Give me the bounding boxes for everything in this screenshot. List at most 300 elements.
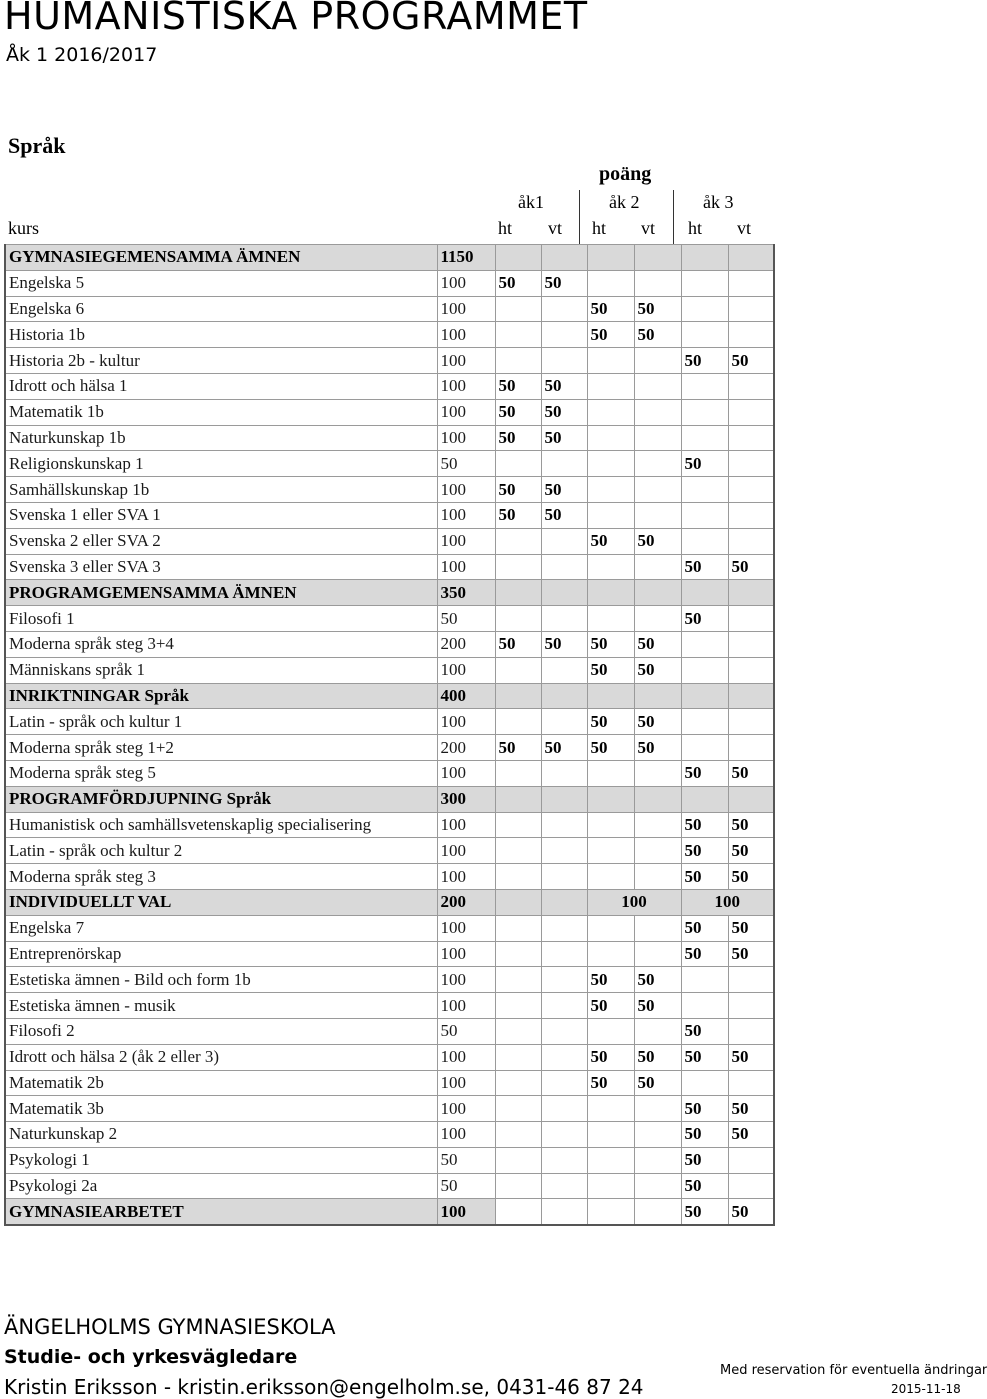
course-points: 100 <box>437 348 495 374</box>
semester-cell <box>541 915 587 941</box>
semester-cell: 50 <box>681 606 728 632</box>
semester-cell <box>587 554 634 580</box>
course-name: Engelska 5 <box>5 270 437 296</box>
course-points: 100 <box>437 967 495 993</box>
course-points: 100 <box>437 760 495 786</box>
semester-cell: 50 <box>681 1199 728 1225</box>
course-row <box>5 1173 774 1199</box>
course-points: 100 <box>437 709 495 735</box>
semester-cell <box>634 864 681 890</box>
course-row <box>5 451 774 477</box>
semester-cell <box>681 657 728 683</box>
course-row <box>5 348 774 374</box>
header-vt-1: vt <box>548 218 563 238</box>
semester-cell <box>541 1122 587 1148</box>
semester-cell <box>634 606 681 632</box>
semester-cell <box>541 1044 587 1070</box>
semester-cell: 50 <box>728 1199 774 1225</box>
course-row <box>5 864 774 890</box>
course-name: Matematik 1b <box>5 399 437 425</box>
course-row <box>5 760 774 786</box>
course-row <box>5 554 774 580</box>
semester-cell <box>634 1122 681 1148</box>
year-points: 100 <box>681 889 774 915</box>
semester-cell: 50 <box>681 1173 728 1199</box>
semester-cell <box>495 322 541 348</box>
course-points: 50 <box>437 1147 495 1173</box>
semester-cell: 50 <box>634 967 681 993</box>
semester-cell: 50 <box>495 270 541 296</box>
section-title: Språk <box>8 133 66 158</box>
semester-cell <box>495 864 541 890</box>
semester-cell <box>541 528 587 554</box>
semester-cell <box>587 760 634 786</box>
semester-cell: 50 <box>681 1122 728 1148</box>
semester-cell: 50 <box>728 838 774 864</box>
course-points: 200 <box>437 735 495 761</box>
semester-cell <box>495 683 541 709</box>
semester-cell <box>495 1122 541 1148</box>
semester-cell: 50 <box>541 425 587 451</box>
semester-cell <box>541 812 587 838</box>
semester-cell <box>728 1018 774 1044</box>
semester-cell <box>728 606 774 632</box>
group-name: GYMNASIEGEMENSAMMA ÄMNEN <box>5 245 437 271</box>
semester-cell <box>541 348 587 374</box>
semester-cell <box>541 967 587 993</box>
course-points: 50 <box>437 1018 495 1044</box>
semester-cell: 50 <box>541 373 587 399</box>
course-row <box>5 812 774 838</box>
semester-cell <box>681 528 728 554</box>
semester-cell: 50 <box>634 1044 681 1070</box>
semester-cell: 50 <box>681 348 728 374</box>
group-name: PROGRAMFÖRDJUPNING Språk <box>5 786 437 812</box>
page-subtitle: Åk 1 2016/2017 <box>6 44 158 66</box>
semester-cell: 50 <box>587 1044 634 1070</box>
semester-cell: 50 <box>541 270 587 296</box>
semester-cell: 50 <box>634 322 681 348</box>
semester-cell <box>587 580 634 606</box>
year-points: 100 <box>587 889 681 915</box>
semester-cell <box>681 477 728 503</box>
semester-cell <box>541 941 587 967</box>
semester-cell <box>681 373 728 399</box>
semester-cell <box>728 683 774 709</box>
semester-cell <box>495 528 541 554</box>
group-points: 400 <box>437 683 495 709</box>
semester-cell: 50 <box>541 477 587 503</box>
semester-cell <box>541 296 587 322</box>
course-points: 100 <box>437 322 495 348</box>
semester-cell <box>728 502 774 528</box>
semester-cell <box>681 631 728 657</box>
header-year-1: åk1 <box>518 192 544 212</box>
semester-cell: 50 <box>728 941 774 967</box>
header-year-3: åk 3 <box>703 192 734 212</box>
semester-cell <box>587 838 634 864</box>
semester-cell <box>587 683 634 709</box>
course-row <box>5 477 774 503</box>
course-points: 100 <box>437 1122 495 1148</box>
semester-cell <box>681 296 728 322</box>
course-points: 100 <box>437 1096 495 1122</box>
semester-cell: 50 <box>587 993 634 1019</box>
course-points: 100 <box>437 915 495 941</box>
course-row <box>5 941 774 967</box>
group-row <box>5 889 774 915</box>
course-row <box>5 270 774 296</box>
semester-cell: 50 <box>587 322 634 348</box>
semester-cell: 50 <box>495 502 541 528</box>
semester-cell <box>681 399 728 425</box>
semester-cell <box>495 348 541 374</box>
course-name: Matematik 2b <box>5 1070 437 1096</box>
course-points: 100 <box>437 528 495 554</box>
course-name: Filosofi 1 <box>5 606 437 632</box>
course-name: Svenska 3 eller SVA 3 <box>5 554 437 580</box>
header-ht-2: ht <box>592 218 607 238</box>
semester-cell <box>495 760 541 786</box>
course-points: 100 <box>437 373 495 399</box>
course-name: Humanistisk och samhällsvetenskaplig specialisering <box>5 812 437 838</box>
course-points: 100 <box>437 657 495 683</box>
semester-cell <box>541 657 587 683</box>
course-name: Engelska 7 <box>5 915 437 941</box>
semester-cell: 50 <box>587 528 634 554</box>
semester-cell <box>728 580 774 606</box>
semester-cell <box>634 477 681 503</box>
semester-cell <box>634 425 681 451</box>
course-points: 50 <box>437 451 495 477</box>
semester-cell <box>634 683 681 709</box>
semester-cell <box>495 941 541 967</box>
semester-cell <box>728 270 774 296</box>
semester-cell <box>634 399 681 425</box>
semester-cell <box>541 606 587 632</box>
semester-cell <box>681 1070 728 1096</box>
course-name: Naturkunskap 2 <box>5 1122 437 1148</box>
header-ht-1: ht <box>498 218 513 238</box>
semester-cell <box>541 1096 587 1122</box>
semester-cell: 50 <box>728 915 774 941</box>
group-points: 1150 <box>437 245 495 271</box>
semester-cell: 50 <box>634 631 681 657</box>
course-row <box>5 322 774 348</box>
course-points: 50 <box>437 606 495 632</box>
semester-cell <box>541 709 587 735</box>
semester-cell <box>587 245 634 271</box>
semester-cell <box>587 270 634 296</box>
course-name: Historia 1b <box>5 322 437 348</box>
semester-cell <box>495 1096 541 1122</box>
semester-cell: 50 <box>587 967 634 993</box>
semester-cell <box>541 580 587 606</box>
header-kurs: kurs <box>8 218 39 238</box>
semester-cell: 50 <box>634 735 681 761</box>
semester-cell: 50 <box>541 399 587 425</box>
semester-cell <box>634 580 681 606</box>
course-row <box>5 373 774 399</box>
semester-cell <box>495 1070 541 1096</box>
course-name: Moderna språk steg 5 <box>5 760 437 786</box>
semester-cell <box>634 915 681 941</box>
semester-cell <box>587 502 634 528</box>
semester-cell: 50 <box>728 554 774 580</box>
course-name: Entreprenörskap <box>5 941 437 967</box>
semester-cell: 50 <box>728 1044 774 1070</box>
course-points: 100 <box>437 399 495 425</box>
course-points: 100 <box>437 1070 495 1096</box>
semester-cell <box>587 1173 634 1199</box>
course-points: 200 <box>437 631 495 657</box>
course-row <box>5 1018 774 1044</box>
semester-cell <box>495 786 541 812</box>
semester-cell: 50 <box>728 1122 774 1148</box>
semester-cell: 50 <box>634 993 681 1019</box>
semester-cell <box>681 683 728 709</box>
semester-cell <box>587 451 634 477</box>
semester-cell: 50 <box>587 296 634 322</box>
semester-cell <box>634 373 681 399</box>
semester-cell <box>634 245 681 271</box>
semester-cell <box>587 1199 634 1225</box>
semester-cell: 50 <box>587 1070 634 1096</box>
course-points: 100 <box>437 502 495 528</box>
semester-cell <box>541 322 587 348</box>
course-points: 100 <box>437 1044 495 1070</box>
group-name: INRIKTNINGAR Språk <box>5 683 437 709</box>
course-row <box>5 1044 774 1070</box>
semester-cell <box>728 631 774 657</box>
course-row <box>5 709 774 735</box>
semester-cell <box>587 1122 634 1148</box>
semester-cell <box>728 477 774 503</box>
course-points: 100 <box>437 270 495 296</box>
semester-cell <box>634 1096 681 1122</box>
semester-cell: 50 <box>541 735 587 761</box>
group-points: 350 <box>437 580 495 606</box>
semester-cell <box>495 657 541 683</box>
semester-cell <box>728 709 774 735</box>
semester-cell <box>587 606 634 632</box>
semester-cell: 50 <box>634 1070 681 1096</box>
course-name: Idrott och hälsa 2 (åk 2 eller 3) <box>5 1044 437 1070</box>
course-name: Historia 2b - kultur <box>5 348 437 374</box>
semester-cell <box>541 786 587 812</box>
semester-cell: 50 <box>681 554 728 580</box>
group-name: PROGRAMGEMENSAMMA ÄMNEN <box>5 580 437 606</box>
course-points: 100 <box>437 477 495 503</box>
semester-cell: 50 <box>634 528 681 554</box>
semester-cell <box>728 735 774 761</box>
semester-cell <box>634 554 681 580</box>
semester-cell <box>541 993 587 1019</box>
semester-cell: 50 <box>634 709 681 735</box>
semester-cell <box>587 786 634 812</box>
course-name: Psykologi 2a <box>5 1173 437 1199</box>
semester-cell <box>495 812 541 838</box>
course-row <box>5 967 774 993</box>
group-row <box>5 786 774 812</box>
group-points: 100 <box>437 1199 495 1225</box>
semester-cell <box>541 451 587 477</box>
semester-cell <box>728 425 774 451</box>
semester-cell <box>728 451 774 477</box>
course-points: 100 <box>437 941 495 967</box>
course-row <box>5 735 774 761</box>
semester-cell: 50 <box>728 1096 774 1122</box>
course-row <box>5 915 774 941</box>
header-poang: poäng <box>599 163 652 185</box>
semester-cell <box>495 606 541 632</box>
semester-cell <box>495 915 541 941</box>
header-divider <box>579 190 580 244</box>
course-name: Idrott och hälsa 1 <box>5 373 437 399</box>
course-name: Matematik 3b <box>5 1096 437 1122</box>
semester-cell <box>495 838 541 864</box>
semester-cell: 50 <box>728 760 774 786</box>
semester-cell <box>495 451 541 477</box>
group-row <box>5 683 774 709</box>
semester-cell: 50 <box>681 1096 728 1122</box>
course-name: Estetiska ämnen - Bild och form 1b <box>5 967 437 993</box>
semester-cell <box>541 683 587 709</box>
course-points: 50 <box>437 1173 495 1199</box>
course-name: Samhällskunskap 1b <box>5 477 437 503</box>
semester-cell: 50 <box>541 631 587 657</box>
semester-cell <box>728 786 774 812</box>
semester-cell: 50 <box>681 451 728 477</box>
semester-cell <box>495 709 541 735</box>
course-name: Filosofi 2 <box>5 1018 437 1044</box>
course-name: Svenska 2 eller SVA 2 <box>5 528 437 554</box>
semester-cell <box>495 580 541 606</box>
semester-cell <box>681 709 728 735</box>
semester-cell <box>495 1147 541 1173</box>
semester-cell <box>495 245 541 271</box>
group-row <box>5 1199 774 1225</box>
header-year-2: åk 2 <box>609 192 640 212</box>
semester-cell <box>587 812 634 838</box>
semester-cell: 50 <box>681 1044 728 1070</box>
semester-cell <box>495 1199 541 1225</box>
semester-cell <box>728 967 774 993</box>
page-title: HUMANISTISKA PROGRAMMET <box>4 0 588 38</box>
semester-cell <box>587 425 634 451</box>
course-points: 100 <box>437 993 495 1019</box>
header-vt-3: vt <box>737 218 752 238</box>
semester-cell: 50 <box>681 812 728 838</box>
course-table <box>4 244 775 1226</box>
semester-cell <box>728 657 774 683</box>
group-points: 200 <box>437 889 495 915</box>
semester-cell <box>728 1173 774 1199</box>
semester-cell <box>634 812 681 838</box>
course-row <box>5 425 774 451</box>
semester-cell <box>634 786 681 812</box>
semester-cell: 50 <box>728 348 774 374</box>
course-row <box>5 838 774 864</box>
semester-cell <box>634 502 681 528</box>
semester-cell <box>587 399 634 425</box>
semester-cell: 50 <box>681 915 728 941</box>
semester-cell: 50 <box>728 812 774 838</box>
course-row <box>5 399 774 425</box>
semester-cell <box>587 941 634 967</box>
course-name: Naturkunskap 1b <box>5 425 437 451</box>
semester-cell: 50 <box>495 631 541 657</box>
semester-cell <box>634 1199 681 1225</box>
semester-cell <box>681 425 728 451</box>
course-name: Psykologi 1 <box>5 1147 437 1173</box>
semester-cell <box>541 554 587 580</box>
semester-cell <box>587 373 634 399</box>
semester-cell <box>495 296 541 322</box>
semester-cell <box>587 348 634 374</box>
course-name: Moderna språk steg 3+4 <box>5 631 437 657</box>
semester-cell <box>681 735 728 761</box>
semester-cell <box>541 1147 587 1173</box>
school-name: ÄNGELHOLMS GYMNASIESKOLA <box>4 1315 336 1339</box>
semester-cell <box>634 270 681 296</box>
semester-cell <box>541 1199 587 1225</box>
course-row <box>5 502 774 528</box>
semester-cell <box>728 322 774 348</box>
semester-cell <box>728 528 774 554</box>
semester-cell <box>728 399 774 425</box>
group-row <box>5 245 774 271</box>
course-points: 100 <box>437 296 495 322</box>
semester-cell: 50 <box>681 1018 728 1044</box>
semester-cell <box>495 1173 541 1199</box>
semester-cell: 50 <box>634 296 681 322</box>
semester-cell <box>728 1070 774 1096</box>
course-row <box>5 296 774 322</box>
header-vt-2: vt <box>641 218 656 238</box>
document-date: 2015-11-18 <box>891 1382 961 1396</box>
course-name: Moderna språk steg 1+2 <box>5 735 437 761</box>
semester-cell: 50 <box>681 1147 728 1173</box>
semester-cell <box>634 451 681 477</box>
semester-cell: 50 <box>495 399 541 425</box>
semester-cell <box>728 245 774 271</box>
semester-cell <box>728 1147 774 1173</box>
semester-cell <box>495 1044 541 1070</box>
semester-cell <box>587 864 634 890</box>
semester-cell: 50 <box>634 657 681 683</box>
semester-cell: 50 <box>495 735 541 761</box>
course-points: 100 <box>437 812 495 838</box>
semester-cell <box>728 993 774 1019</box>
semester-cell <box>495 1018 541 1044</box>
course-row <box>5 993 774 1019</box>
reservation-note: Med reservation för eventuella ändringar <box>720 1363 987 1378</box>
semester-cell: 50 <box>681 838 728 864</box>
header-ht-3: ht <box>688 218 703 238</box>
semester-cell <box>681 580 728 606</box>
semester-cell: 50 <box>587 735 634 761</box>
course-name: Estetiska ämnen - musik <box>5 993 437 1019</box>
semester-cell <box>495 967 541 993</box>
course-row <box>5 1122 774 1148</box>
semester-cell: 50 <box>681 941 728 967</box>
course-points: 100 <box>437 838 495 864</box>
semester-cell <box>541 1070 587 1096</box>
semester-cell <box>681 245 728 271</box>
group-name: INDIVIDUELLT VAL <box>5 889 437 915</box>
group-row <box>5 580 774 606</box>
